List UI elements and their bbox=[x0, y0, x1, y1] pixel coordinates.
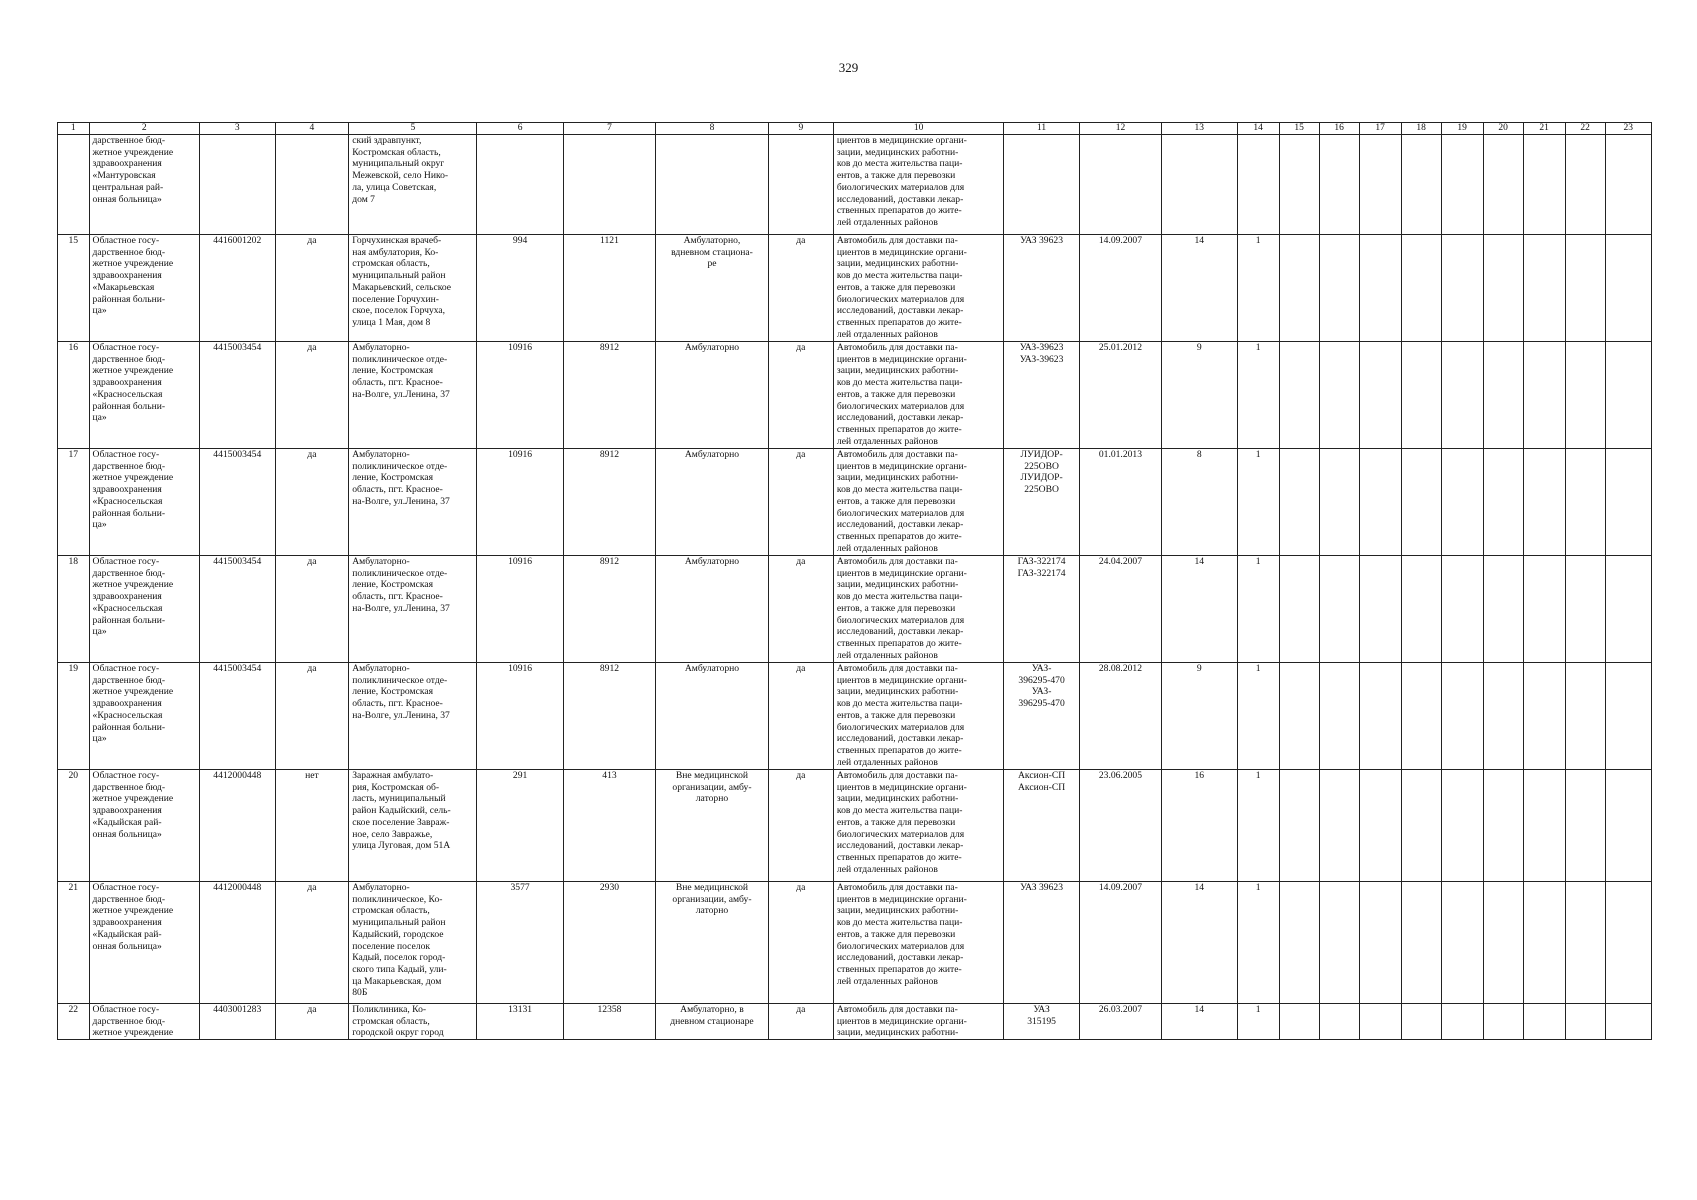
table-row bbox=[58, 449, 1652, 556]
address-cell: Заражная амбулато- рия, Костромская об- ласть, муниципальный район Кадыйский, сель- ское поселение Завраж- ное, село Завражье, улица Луговая, дом 51А bbox=[349, 770, 477, 882]
table-row bbox=[58, 556, 1652, 663]
date-cell: 23.06.2005 bbox=[1079, 770, 1161, 882]
empty-cell bbox=[1441, 235, 1483, 342]
empty-cell bbox=[1605, 1004, 1651, 1040]
empty-cell bbox=[1483, 235, 1523, 342]
flag-cell: да bbox=[275, 235, 349, 342]
row-number-cell: 21 bbox=[58, 882, 90, 1004]
value-cell: 1 bbox=[1237, 235, 1279, 342]
empty-cell bbox=[1523, 1004, 1565, 1040]
empty-cell bbox=[1279, 235, 1319, 342]
inn-cell: 4415003454 bbox=[199, 663, 275, 770]
empty-cell bbox=[1319, 882, 1359, 1004]
flag-cell: нет bbox=[275, 770, 349, 882]
date-cell: 25.01.2012 bbox=[1079, 342, 1161, 449]
value-cell: 8 bbox=[1161, 449, 1237, 556]
column-header: 16 bbox=[1319, 123, 1359, 135]
column-header: 23 bbox=[1605, 123, 1651, 135]
purpose-cell: Автомобиль для доставки па- циентов в медицинские органи- зации, медицинских работни- ков до места жительства паци- ентов, а также для перевозки биологических материалов для исследований, доставки лекар- ственных препаратов до жите- лей отдаленных районов bbox=[833, 663, 1003, 770]
empty-cell bbox=[1605, 770, 1651, 882]
value-cell: 2930 bbox=[563, 882, 656, 1004]
table-row bbox=[58, 1004, 1652, 1040]
column-header: 22 bbox=[1565, 123, 1605, 135]
empty-cell bbox=[1441, 135, 1483, 235]
vehicle-model-cell: УАЗ 39623 bbox=[1004, 235, 1080, 342]
flag-cell: да bbox=[275, 1004, 349, 1040]
date-cell: 14.09.2007 bbox=[1079, 235, 1161, 342]
empty-cell bbox=[1401, 449, 1441, 556]
empty-cell bbox=[1483, 770, 1523, 882]
column-header: 1 bbox=[58, 123, 90, 135]
empty-cell bbox=[1565, 342, 1605, 449]
care-type-cell: Вне медицинской организации, амбу- латорно bbox=[656, 882, 769, 1004]
vehicle-model-cell bbox=[1004, 135, 1080, 235]
row-number-cell bbox=[58, 135, 90, 235]
value-cell: 1 bbox=[1237, 882, 1279, 1004]
value-cell: 14 bbox=[1161, 882, 1237, 1004]
empty-cell bbox=[1319, 663, 1359, 770]
purpose-cell: Автомобиль для доставки па- циентов в медицинские органи- зации, медицинских работни- ков до места жительства паци- ентов, а также для перевозки биологических материалов для исследований, доставки лекар- ственных препаратов до жите- лей отдаленных районов bbox=[833, 235, 1003, 342]
column-header: 7 bbox=[563, 123, 656, 135]
table-row bbox=[58, 882, 1652, 1004]
vehicle-model-cell: Аксион-СП Аксион-СП bbox=[1004, 770, 1080, 882]
table-row bbox=[58, 342, 1652, 449]
table-row bbox=[58, 663, 1652, 770]
empty-cell bbox=[1565, 556, 1605, 663]
flag-cell: да bbox=[768, 663, 833, 770]
purpose-cell: Автомобиль для доставки па- циентов в медицинские органи- зации, медицинских работни- ков до места жительства паци- ентов, а также для перевозки биологических материалов для исследований, доставки лекар- ственных препаратов до жите- лей отдаленных районов bbox=[833, 342, 1003, 449]
value-cell: 8912 bbox=[563, 556, 656, 663]
empty-cell bbox=[1359, 556, 1401, 663]
inn-cell: 4403001283 bbox=[199, 1004, 275, 1040]
empty-cell bbox=[1483, 663, 1523, 770]
flag-cell: да bbox=[275, 449, 349, 556]
vehicle-model-cell: ЛУИДОР- 225ОВО ЛУИДОР- 225ОВО bbox=[1004, 449, 1080, 556]
empty-cell bbox=[1483, 135, 1523, 235]
page-number: 329 bbox=[838, 60, 859, 75]
empty-cell bbox=[1483, 342, 1523, 449]
value-cell: 8912 bbox=[563, 663, 656, 770]
empty-cell bbox=[1565, 770, 1605, 882]
empty-cell bbox=[1401, 1004, 1441, 1040]
value-cell: 13131 bbox=[477, 1004, 563, 1040]
empty-cell bbox=[1523, 663, 1565, 770]
column-header: 9 bbox=[768, 123, 833, 135]
header-row bbox=[58, 123, 1652, 135]
column-header: 21 bbox=[1523, 123, 1565, 135]
empty-cell bbox=[1483, 556, 1523, 663]
value-cell bbox=[1237, 135, 1279, 235]
empty-cell bbox=[1279, 770, 1319, 882]
purpose-cell: Автомобиль для доставки па- циентов в медицинские органи- зации, медицинских работни- ков до места жительства паци- ентов, а также для перевозки биологических материалов для исследований, доставки лекар- ственных препаратов до жите- лей отдаленных районов bbox=[833, 449, 1003, 556]
empty-cell bbox=[1565, 1004, 1605, 1040]
data-table bbox=[57, 122, 1652, 1040]
empty-cell bbox=[1441, 663, 1483, 770]
empty-cell bbox=[1319, 235, 1359, 342]
empty-cell bbox=[1401, 342, 1441, 449]
purpose-cell: Автомобиль для доставки па- циентов в медицинские органи- зации, медицинских работни- ков до места жительства паци- ентов, а также для перевозки биологических материалов для исследований, доставки лекар- ственных препаратов до жите- лей отдаленных районов bbox=[833, 770, 1003, 882]
flag-cell bbox=[768, 135, 833, 235]
empty-cell bbox=[1523, 449, 1565, 556]
column-header: 14 bbox=[1237, 123, 1279, 135]
inn-cell: 4415003454 bbox=[199, 449, 275, 556]
address-cell: Поликлиника, Ко- стромская область, городской округ город bbox=[349, 1004, 477, 1040]
date-cell bbox=[1079, 135, 1161, 235]
column-header: 3 bbox=[199, 123, 275, 135]
date-cell: 14.09.2007 bbox=[1079, 882, 1161, 1004]
empty-cell bbox=[1483, 449, 1523, 556]
column-header: 17 bbox=[1359, 123, 1401, 135]
empty-cell bbox=[1401, 556, 1441, 663]
empty-cell bbox=[1565, 235, 1605, 342]
value-cell bbox=[477, 135, 563, 235]
table-row bbox=[58, 235, 1652, 342]
address-cell: Амбулаторно- поликлиническое отде- ление, Костромская область, пгт. Красное- на-Волге, ул.Ленина, 37 bbox=[349, 449, 477, 556]
value-cell: 1121 bbox=[563, 235, 656, 342]
empty-cell bbox=[1565, 135, 1605, 235]
empty-cell bbox=[1359, 663, 1401, 770]
empty-cell bbox=[1319, 556, 1359, 663]
vehicle-model-cell: УАЗ 315195 bbox=[1004, 1004, 1080, 1040]
column-header: 10 bbox=[833, 123, 1003, 135]
empty-cell bbox=[1279, 556, 1319, 663]
care-type-cell: Амбулаторно bbox=[656, 449, 769, 556]
value-cell: 1 bbox=[1237, 449, 1279, 556]
row-number-cell: 18 bbox=[58, 556, 90, 663]
flag-cell: да bbox=[275, 663, 349, 770]
vehicle-model-cell: ГАЗ-322174 ГАЗ-322174 bbox=[1004, 556, 1080, 663]
empty-cell bbox=[1605, 449, 1651, 556]
empty-cell bbox=[1441, 449, 1483, 556]
value-cell: 291 bbox=[477, 770, 563, 882]
empty-cell bbox=[1565, 663, 1605, 770]
organization-cell: дарственное бюд- жетное учреждение здравоохранения «Мантуровская центральная рай- онная больница» bbox=[89, 135, 199, 235]
address-cell: ский здравпункт, Костромская область, муниципальный округ Межевской, село Нико- ла, улица Советская, дом 7 bbox=[349, 135, 477, 235]
column-header: 12 bbox=[1079, 123, 1161, 135]
table-body bbox=[58, 135, 1652, 1040]
address-cell: Амбулаторно- поликлиническое, Ко- стромская область, муниципальный район Кадыйский, городское поселение поселок Кадый, поселок город- ского типа Кадый, ули- ца Макарьевская, дом 80Б bbox=[349, 882, 477, 1004]
flag-cell: да bbox=[768, 556, 833, 663]
empty-cell bbox=[1401, 135, 1441, 235]
organization-cell: Областное госу- дарственное бюд- жетное учреждение здравоохранения «Кадыйская рай- онная больница» bbox=[89, 882, 199, 1004]
value-cell: 10916 bbox=[477, 449, 563, 556]
value-cell: 16 bbox=[1161, 770, 1237, 882]
value-cell: 9 bbox=[1161, 663, 1237, 770]
value-cell bbox=[563, 135, 656, 235]
empty-cell bbox=[1279, 135, 1319, 235]
row-number-cell: 20 bbox=[58, 770, 90, 882]
empty-cell bbox=[1401, 882, 1441, 1004]
inn-cell: 4412000448 bbox=[199, 770, 275, 882]
empty-cell bbox=[1319, 770, 1359, 882]
date-cell: 01.01.2013 bbox=[1079, 449, 1161, 556]
empty-cell bbox=[1441, 342, 1483, 449]
empty-cell bbox=[1565, 449, 1605, 556]
value-cell bbox=[1161, 135, 1237, 235]
empty-cell bbox=[1319, 1004, 1359, 1040]
empty-cell bbox=[1319, 135, 1359, 235]
row-number-cell: 17 bbox=[58, 449, 90, 556]
flag-cell: да bbox=[768, 449, 833, 556]
value-cell: 14 bbox=[1161, 1004, 1237, 1040]
inn-cell: 4412000448 bbox=[199, 882, 275, 1004]
flag-cell bbox=[275, 135, 349, 235]
empty-cell bbox=[1483, 1004, 1523, 1040]
value-cell: 1 bbox=[1237, 770, 1279, 882]
column-header: 11 bbox=[1004, 123, 1080, 135]
care-type-cell: Амбулаторно bbox=[656, 342, 769, 449]
value-cell: 14 bbox=[1161, 235, 1237, 342]
empty-cell bbox=[1483, 882, 1523, 1004]
vehicle-model-cell: УАЗ-39623 УАЗ-39623 bbox=[1004, 342, 1080, 449]
empty-cell bbox=[1605, 882, 1651, 1004]
empty-cell bbox=[1359, 342, 1401, 449]
inn-cell: 4416001202 bbox=[199, 235, 275, 342]
empty-cell bbox=[1523, 235, 1565, 342]
column-header: 8 bbox=[656, 123, 769, 135]
empty-cell bbox=[1523, 882, 1565, 1004]
value-cell: 14 bbox=[1161, 556, 1237, 663]
date-cell: 24.04.2007 bbox=[1079, 556, 1161, 663]
value-cell: 3577 bbox=[477, 882, 563, 1004]
empty-cell bbox=[1523, 770, 1565, 882]
organization-cell: Областное госу- дарственное бюд- жетное учреждение здравоохранения «Красносельская районная больни- ца» bbox=[89, 556, 199, 663]
column-header: 15 bbox=[1279, 123, 1319, 135]
date-cell: 26.03.2007 bbox=[1079, 1004, 1161, 1040]
row-number-cell: 22 bbox=[58, 1004, 90, 1040]
empty-cell bbox=[1523, 135, 1565, 235]
value-cell: 10916 bbox=[477, 556, 563, 663]
care-type-cell: Амбулаторно bbox=[656, 556, 769, 663]
empty-cell bbox=[1605, 556, 1651, 663]
care-type-cell: Амбулаторно bbox=[656, 663, 769, 770]
address-cell: Амбулаторно- поликлиническое отде- ление, Костромская область, пгт. Красное- на-Волге, ул.Ленина, 37 bbox=[349, 663, 477, 770]
inn-cell bbox=[199, 135, 275, 235]
row-number-cell: 19 bbox=[58, 663, 90, 770]
empty-cell bbox=[1401, 770, 1441, 882]
value-cell: 8912 bbox=[563, 449, 656, 556]
column-header: 13 bbox=[1161, 123, 1237, 135]
care-type-cell: Вне медицинской организации, амбу- латорно bbox=[656, 770, 769, 882]
organization-cell: Областное госу- дарственное бюд- жетное учреждение здравоохранения «Макарьевская районная больни- ца» bbox=[89, 235, 199, 342]
empty-cell bbox=[1279, 882, 1319, 1004]
empty-cell bbox=[1441, 556, 1483, 663]
column-header: 20 bbox=[1483, 123, 1523, 135]
value-cell: 8912 bbox=[563, 342, 656, 449]
value-cell: 413 bbox=[563, 770, 656, 882]
flag-cell: да bbox=[275, 882, 349, 1004]
flag-cell: да bbox=[768, 342, 833, 449]
flag-cell: да bbox=[768, 1004, 833, 1040]
flag-cell: да bbox=[275, 342, 349, 449]
organization-cell: Областное госу- дарственное бюд- жетное учреждение здравоохранения «Красносельская районная больни- ца» bbox=[89, 449, 199, 556]
empty-cell bbox=[1319, 449, 1359, 556]
row-number-cell: 15 bbox=[58, 235, 90, 342]
row-number-cell: 16 bbox=[58, 342, 90, 449]
empty-cell bbox=[1441, 770, 1483, 882]
flag-cell: да bbox=[768, 770, 833, 882]
inn-cell: 4415003454 bbox=[199, 342, 275, 449]
empty-cell bbox=[1319, 342, 1359, 449]
empty-cell bbox=[1523, 556, 1565, 663]
address-cell: Амбулаторно- поликлиническое отде- ление, Костромская область, пгт. Красное- на-Волге, ул.Ленина, 37 bbox=[349, 556, 477, 663]
empty-cell bbox=[1279, 663, 1319, 770]
purpose-cell: Автомобиль для доставки па- циентов в медицинские органи- зации, медицинских работни- ков до места жительства паци- ентов, а также для перевозки биологических материалов для исследований, доставки лекар- ственных препаратов до жите- лей отдаленных районов bbox=[833, 882, 1003, 1004]
care-type-cell: Амбулаторно, в дневном стационаре bbox=[656, 1004, 769, 1040]
organization-cell: Областное госу- дарственное бюд- жетное учреждение здравоохранения «Кадыйская рай- онная больница» bbox=[89, 770, 199, 882]
column-header: 5 bbox=[349, 123, 477, 135]
empty-cell bbox=[1359, 449, 1401, 556]
empty-cell bbox=[1279, 1004, 1319, 1040]
table-row bbox=[58, 770, 1652, 882]
value-cell: 994 bbox=[477, 235, 563, 342]
empty-cell bbox=[1279, 449, 1319, 556]
table-row bbox=[58, 135, 1652, 235]
value-cell: 1 bbox=[1237, 342, 1279, 449]
date-cell: 28.08.2012 bbox=[1079, 663, 1161, 770]
value-cell: 12358 bbox=[563, 1004, 656, 1040]
empty-cell bbox=[1401, 235, 1441, 342]
empty-cell bbox=[1359, 1004, 1401, 1040]
value-cell: 1 bbox=[1237, 1004, 1279, 1040]
empty-cell bbox=[1279, 342, 1319, 449]
value-cell: 10916 bbox=[477, 663, 563, 770]
empty-cell bbox=[1565, 882, 1605, 1004]
vehicle-model-cell: УАЗ- 396295-470 УАЗ- 396295-470 bbox=[1004, 663, 1080, 770]
empty-cell bbox=[1359, 882, 1401, 1004]
empty-cell bbox=[1605, 663, 1651, 770]
flag-cell: да bbox=[275, 556, 349, 663]
organization-cell: Областное госу- дарственное бюд- жетное учреждение здравоохранения «Красносельская районная больни- ца» bbox=[89, 663, 199, 770]
column-header: 6 bbox=[477, 123, 563, 135]
column-header: 4 bbox=[275, 123, 349, 135]
empty-cell bbox=[1605, 135, 1651, 235]
care-type-cell: Амбулаторно, вдневном стациона- ре bbox=[656, 235, 769, 342]
flag-cell: да bbox=[768, 882, 833, 1004]
column-header: 2 bbox=[89, 123, 199, 135]
column-header: 19 bbox=[1441, 123, 1483, 135]
value-cell: 1 bbox=[1237, 556, 1279, 663]
empty-cell bbox=[1359, 235, 1401, 342]
flag-cell: да bbox=[768, 235, 833, 342]
empty-cell bbox=[1441, 882, 1483, 1004]
vehicle-model-cell: УАЗ 39623 bbox=[1004, 882, 1080, 1004]
value-cell: 1 bbox=[1237, 663, 1279, 770]
care-type-cell bbox=[656, 135, 769, 235]
organization-cell: Областное госу- дарственное бюд- жетное учреждение здравоохранения «Красносельская районная больни- ца» bbox=[89, 342, 199, 449]
address-cell: Горчухинская врачеб- ная амбулатория, Ко- стромская область, муниципальный район Макарьевский, сельское поселение Горчухин- ское, поселок Горчуха, улица 1 Мая, дом 8 bbox=[349, 235, 477, 342]
empty-cell bbox=[1359, 135, 1401, 235]
address-cell: Амбулаторно- поликлиническое отде- ление, Костромская область, пгт. Красное- на-Волге, ул.Ленина, 37 bbox=[349, 342, 477, 449]
organization-cell: Областное госу- дарственное бюд- жетное учреждение bbox=[89, 1004, 199, 1040]
value-cell: 9 bbox=[1161, 342, 1237, 449]
empty-cell bbox=[1401, 663, 1441, 770]
empty-cell bbox=[1441, 1004, 1483, 1040]
empty-cell bbox=[1605, 342, 1651, 449]
empty-cell bbox=[1523, 342, 1565, 449]
purpose-cell: Автомобиль для доставки па- циентов в медицинские органи- зации, медицинских работни- ков до места жительства паци- ентов, а также для перевозки биологических материалов для исследований, доставки лекар- ственных препаратов до жите- лей отдаленных районов bbox=[833, 556, 1003, 663]
value-cell: 10916 bbox=[477, 342, 563, 449]
empty-cell bbox=[1359, 770, 1401, 882]
purpose-cell: Автомобиль для доставки па- циентов в медицинские органи- зации, медицинских работни- bbox=[833, 1004, 1003, 1040]
inn-cell: 4415003454 bbox=[199, 556, 275, 663]
purpose-cell: циентов в медицинские органи- зации, медицинских работни- ков до места жительства паци- ентов, а также для перевозки биологических материалов для исследований, доставки лекар- ственных препаратов до жите- лей отдаленных районов bbox=[833, 135, 1003, 235]
empty-cell bbox=[1605, 235, 1651, 342]
column-header: 18 bbox=[1401, 123, 1441, 135]
